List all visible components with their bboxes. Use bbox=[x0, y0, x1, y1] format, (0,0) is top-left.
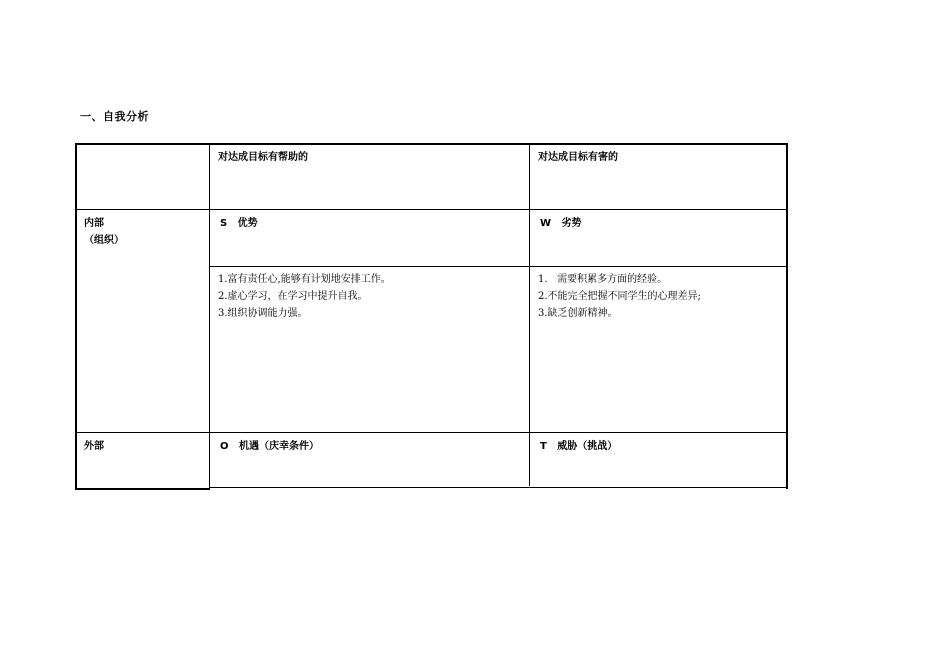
internal-label-line1: 内部 bbox=[84, 218, 104, 229]
internal-label bbox=[84, 215, 124, 249]
row-divider-header bbox=[75, 209, 788, 210]
table-border-right bbox=[786, 143, 788, 489]
list-item: 1.富有责任心,能够有计划地安排工作。 bbox=[218, 274, 391, 285]
weaknesses-title: W 劣势 bbox=[540, 218, 582, 229]
row-divider-sw-title bbox=[209, 266, 788, 267]
strengths-list bbox=[218, 271, 391, 322]
list-item: 3.缺乏创新精神。 bbox=[538, 308, 618, 319]
threats-title: T 威胁（挑战） bbox=[540, 441, 618, 452]
external-label: 外部 bbox=[84, 441, 104, 452]
section-title: 一、自我分析 bbox=[80, 110, 149, 123]
swot-table bbox=[75, 143, 788, 489]
list-item: 2.虚心学习，在学习中提升自我。 bbox=[218, 291, 368, 302]
list-item: 2.不能完全把握不同学生的心理差异; bbox=[538, 291, 701, 302]
table-border-left bbox=[75, 143, 77, 490]
list-item: 3.组织协调能力强。 bbox=[218, 308, 308, 319]
strengths-title: S 优势 bbox=[220, 218, 258, 229]
column-divider-2 bbox=[529, 143, 530, 486]
column-divider-1 bbox=[209, 143, 210, 490]
header-harmful: 对达成目标有害的 bbox=[538, 152, 618, 163]
opportunities-title: O 机遇（庆幸条件） bbox=[220, 441, 319, 452]
internal-label-line2: （组织） bbox=[84, 235, 124, 246]
table-border-top bbox=[75, 143, 788, 145]
table-border-bottom-left bbox=[75, 488, 210, 490]
table-border-bottom-right bbox=[209, 487, 788, 488]
list-item: 1. 需要积累多方面的经验。 bbox=[538, 274, 668, 285]
header-helpful: 对达成目标有帮助的 bbox=[218, 152, 308, 163]
weaknesses-list bbox=[538, 271, 701, 322]
row-divider-internal bbox=[75, 432, 788, 433]
